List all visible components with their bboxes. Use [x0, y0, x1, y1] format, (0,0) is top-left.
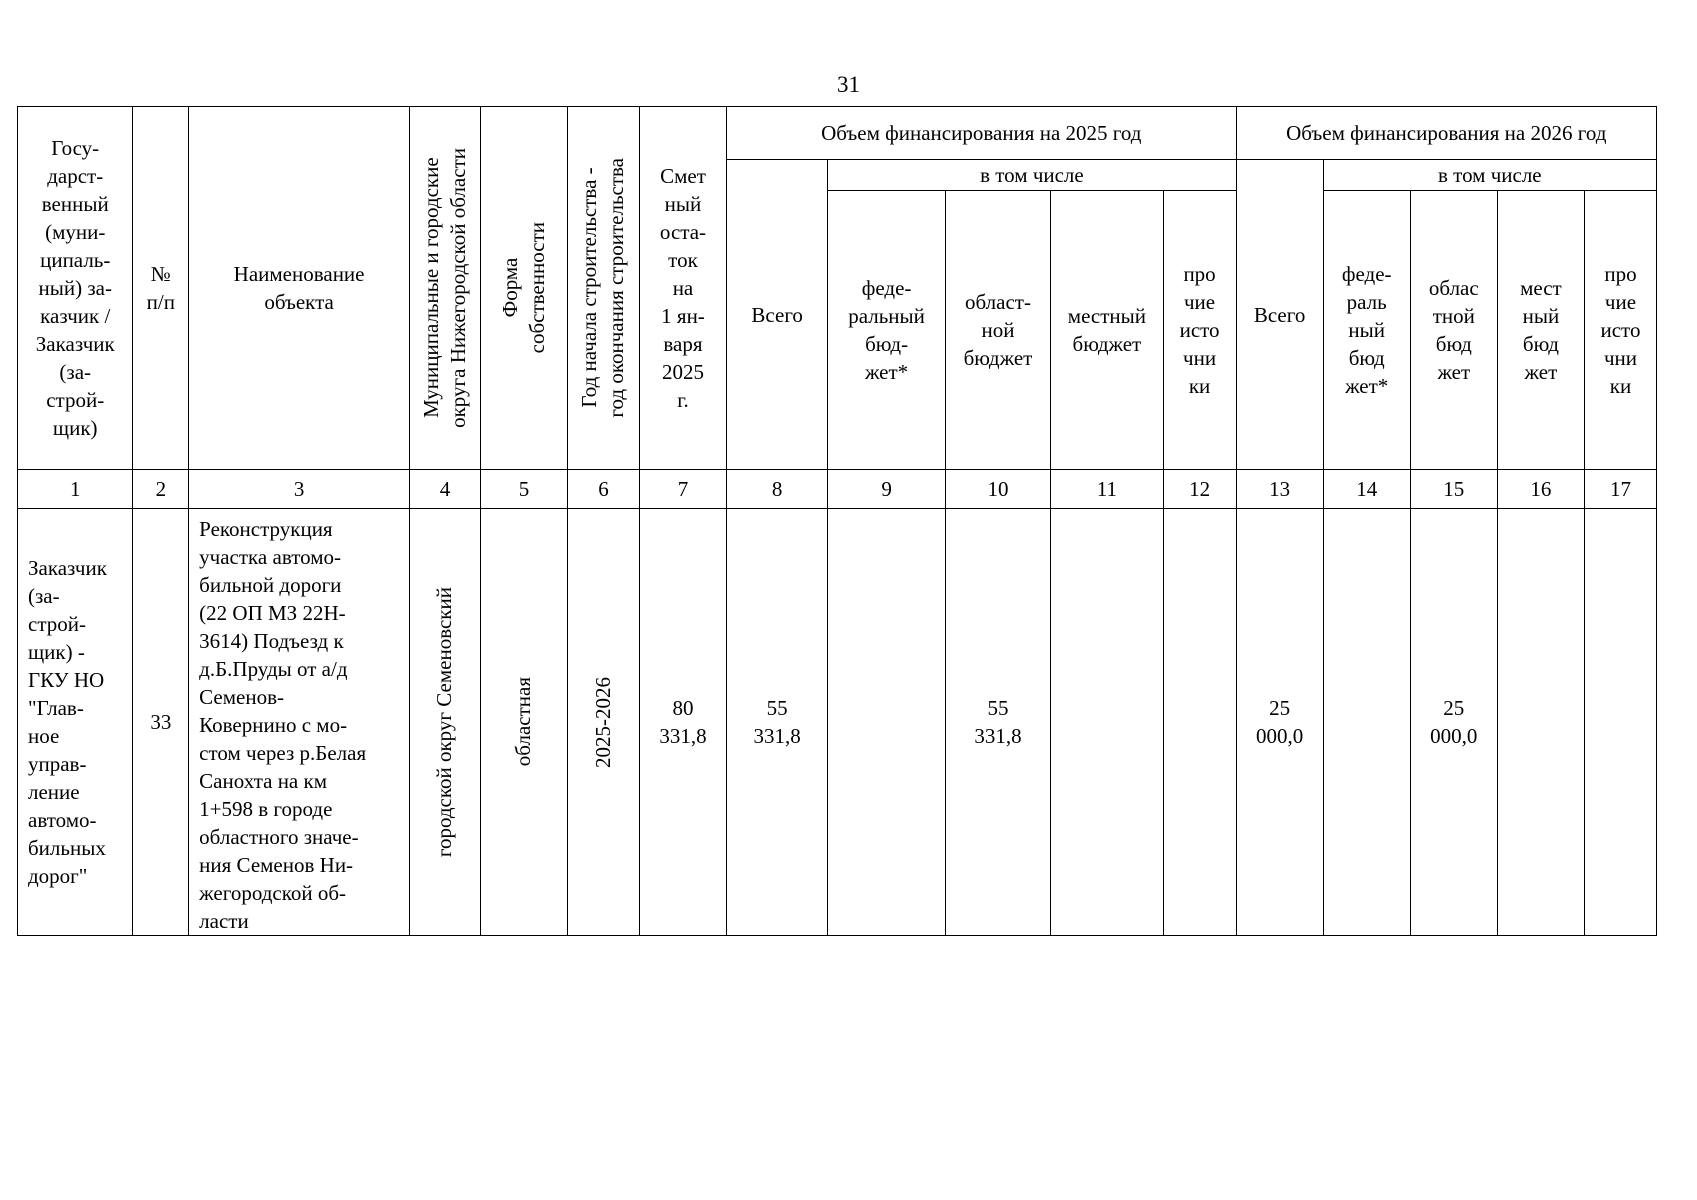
column-number: 10: [945, 470, 1050, 509]
column-number: 7: [639, 470, 726, 509]
header-ownership: [480, 107, 567, 470]
header-estimate: Смет ный оста- ток на 1 ян- варя 2025 г.: [639, 107, 726, 470]
table-row: [18, 509, 1657, 936]
column-number: 1: [18, 470, 133, 509]
cell-other-2025: [1163, 509, 1236, 936]
header-including-2026: в том числе: [1323, 160, 1656, 191]
header-regional-2025: област- ной бюджет: [945, 191, 1050, 470]
column-number: 3: [189, 470, 410, 509]
header-other-2026: про чие исто чни ки: [1584, 191, 1656, 470]
column-number: 15: [1410, 470, 1497, 509]
header-local-2025: местный бюджет: [1051, 191, 1163, 470]
column-number: 9: [828, 470, 946, 509]
header-total-2025: Всего: [727, 160, 828, 470]
header-financing-2026: Объем финансирования на 2026 год: [1236, 107, 1656, 160]
column-number: 5: [480, 470, 567, 509]
header-years-text: Год начала строительства - год окончания строительства: [577, 158, 629, 418]
cell-total-2026: 25 000,0: [1236, 509, 1323, 936]
cell-municipal: [410, 509, 481, 936]
cell-total-2025: 55 331,8: [727, 509, 828, 936]
column-number: 6: [568, 470, 640, 509]
header-other-2025: про чие исто чни ки: [1163, 191, 1236, 470]
cell-years: [568, 509, 640, 936]
column-number: 8: [727, 470, 828, 509]
cell-regional-2025: 55 331,8: [945, 509, 1050, 936]
cell-ownership-text: областная: [511, 677, 536, 767]
cell-customer: Заказчик (за- строй- щик) - ГКУ НО "Глав- ное управ- ление автомо- бильных дорог": [18, 509, 133, 936]
header-total-2026: Всего: [1236, 160, 1323, 470]
header-financing-2025: Объем финансирования на 2025 год: [727, 107, 1237, 160]
header-customer: Госу- дарст- венный (муни- ципаль- ный) за- казчик / Заказчик (за- строй- щик): [18, 107, 133, 470]
header-number: № п/п: [133, 107, 189, 470]
cell-federal-2025: [828, 509, 946, 936]
cell-regional-2026: 25 000,0: [1410, 509, 1497, 936]
column-number: 16: [1497, 470, 1584, 509]
column-number: 17: [1584, 470, 1656, 509]
column-number: 14: [1323, 470, 1410, 509]
page-number: 31: [837, 72, 860, 97]
cell-other-2026: [1584, 509, 1656, 936]
header-regional-2026: облас тной бюд жет: [1410, 191, 1497, 470]
header-municipal: [410, 107, 481, 470]
header-years: [568, 107, 640, 470]
header-ownership-text: Форма собственности: [497, 222, 549, 354]
cell-estimate: 80 331,8: [639, 509, 726, 936]
cell-object-name: Реконструкция участка автомо- бильной дороги (22 ОП МЗ 22Н- 3614) Подъезд к д.Б.Пруды от а/д Семенов- Ковернино с мо- стом через р.Белая Санохта на км 1+598 в городе областного значе- ния Семенов Ни- жегородской об- ласти: [189, 509, 410, 936]
cell-ownership: [480, 509, 567, 936]
cell-municipal-text: городской округ Семеновский: [432, 586, 457, 858]
header-object-name: Наименование объекта: [189, 107, 410, 470]
cell-years-text: 2025-2026: [590, 676, 615, 768]
column-number: 2: [133, 470, 189, 509]
cell-number: 33: [133, 509, 189, 936]
header-including-2025: в том числе: [828, 160, 1236, 191]
column-number: 4: [410, 470, 481, 509]
cell-local-2025: [1051, 509, 1163, 936]
column-number: 12: [1163, 470, 1236, 509]
column-number: 13: [1236, 470, 1323, 509]
financing-table: [17, 106, 1657, 936]
column-number: 11: [1051, 470, 1163, 509]
cell-federal-2026: [1323, 509, 1410, 936]
header-federal-2026: феде- раль ный бюд жет*: [1323, 191, 1410, 470]
header-municipal-text: Муниципальные и городские округа Нижегородской области: [418, 148, 470, 428]
cell-local-2026: [1497, 509, 1584, 936]
header-federal-2025: феде- ральный бюд- жет*: [828, 191, 946, 470]
header-local-2026: мест ный бюд жет: [1497, 191, 1584, 470]
column-number-row: [18, 470, 1657, 509]
header-row-1: [18, 107, 1657, 160]
